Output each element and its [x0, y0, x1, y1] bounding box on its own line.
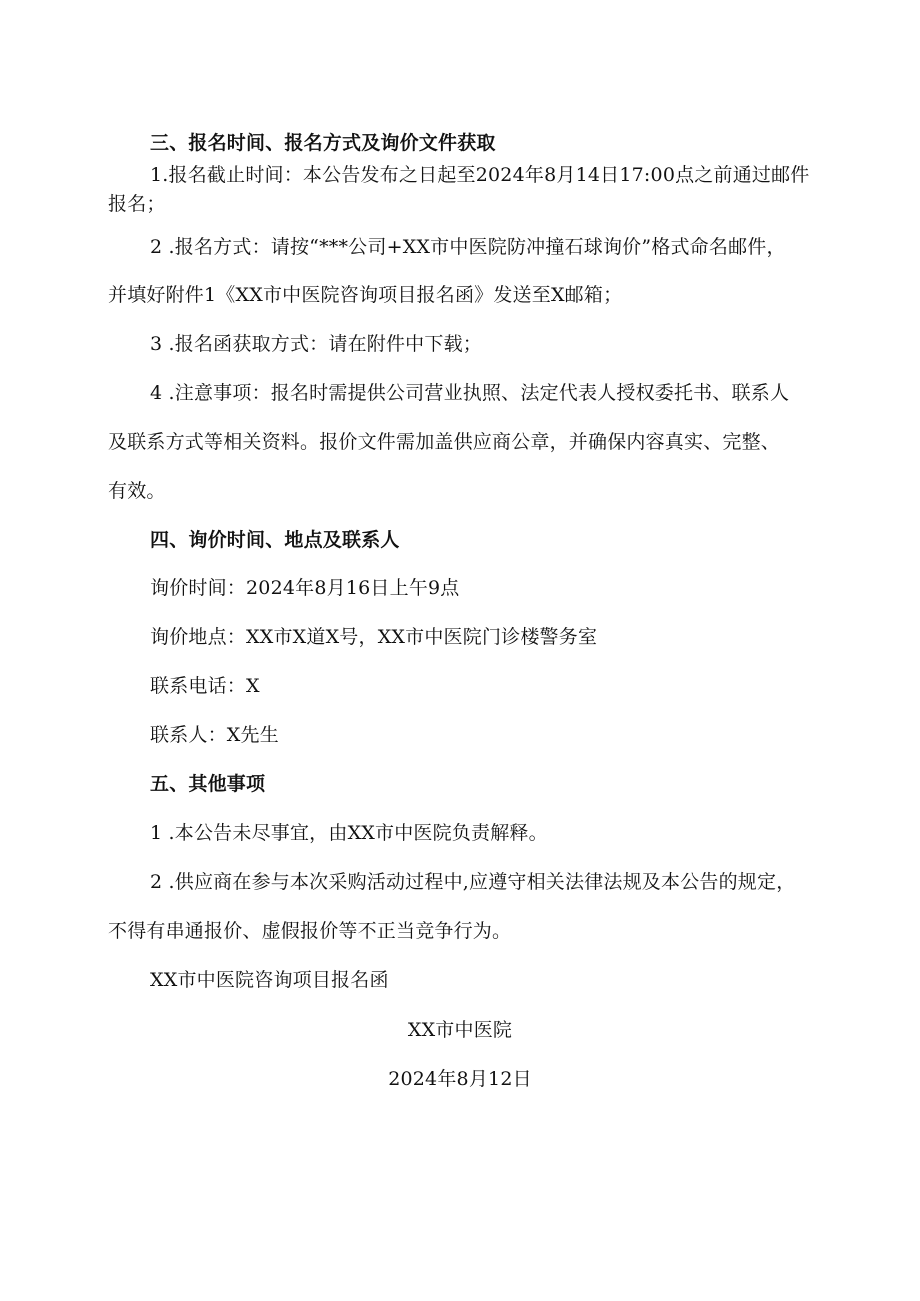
registration-item-4-line-3: 有效。 — [108, 480, 166, 502]
registration-item-1-line-1: 1.报名截止时间：本公告发布之日起至2024年8月14日17:00点之前通过邮件 — [150, 164, 810, 186]
other-item-1: 1 .本公告未尽事宜，由XX市中医院负责解释。 — [150, 822, 548, 844]
registration-item-2-line-1: 2 .报名方式：请按“***公司+XX市中医院防冲撞石球询价”格式命名邮件， — [150, 236, 786, 258]
inquiry-time: 询价时间：2024年8月16日上午9点 — [150, 577, 460, 599]
section-heading-other: 五、其他事项 — [150, 773, 266, 795]
other-item-2-line-2: 不得有串通报价、虚假报价等不正当竞争行为。 — [108, 920, 512, 942]
section-heading-registration: 三、报名时间、报名方式及询价文件获取 — [150, 132, 496, 154]
signature-date: 2024年8月12日 — [388, 1068, 532, 1090]
attachment-title: XX市中医院咨询项目报名函 — [150, 969, 389, 991]
registration-item-2-line-2: 并填好附件1《XX市中医院咨询项目报名函》发送至X邮箱； — [108, 284, 623, 306]
contact-phone: 联系电话：X — [150, 675, 260, 697]
signature-organization: XX市中医院 — [407, 1019, 513, 1041]
registration-item-3: 3 .报名函获取方式：请在附件中下载； — [150, 333, 482, 355]
contact-person: 联系人：X先生 — [150, 724, 279, 746]
inquiry-place: 询价地点：XX市X道X号，XX市中医院门诊楼警务室 — [150, 626, 598, 648]
registration-item-4-line-2: 及联系方式等相关资料。报价文件需加盖供应商公章，并确保内容真实、完整、 — [108, 431, 781, 453]
registration-item-1-line-2: 报名； — [108, 193, 166, 215]
section-heading-inquiry: 四、询价时间、地点及联系人 — [150, 529, 400, 551]
registration-item-4-line-1: 4 .注意事项：报名时需提供公司营业执照、法定代表人授权委托书、联系人 — [150, 382, 790, 404]
other-item-2-line-1: 2 .供应商在参与本次采购活动过程中,应遵守相关法律法规及本公告的规定， — [150, 871, 796, 893]
